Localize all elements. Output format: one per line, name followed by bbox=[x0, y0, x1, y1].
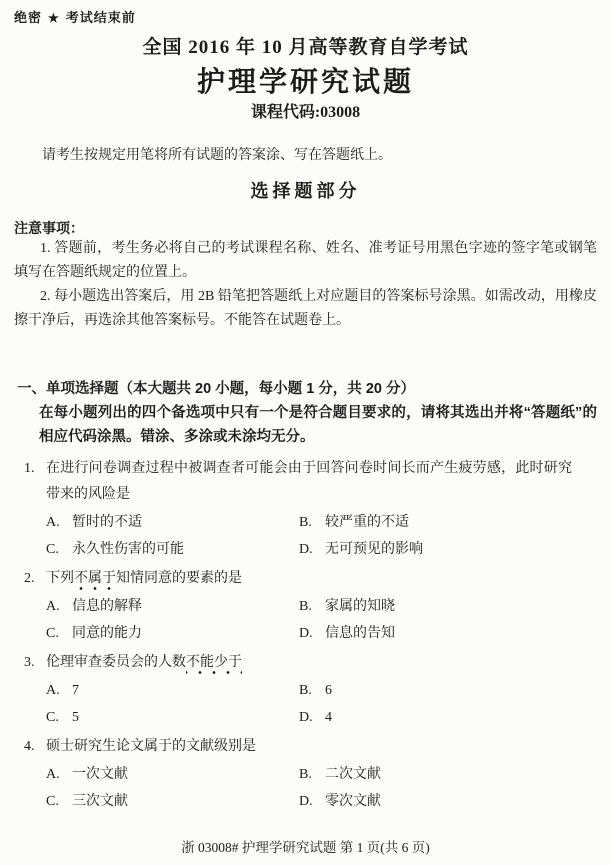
page-footer: 浙 03008# 护理学研究试题 第 1 页(共 6 页) bbox=[181, 840, 430, 855]
stem-emphasized-text: 不能少于 bbox=[186, 655, 242, 675]
option-label: C. bbox=[46, 542, 59, 557]
option-text: 较严重的不适 bbox=[325, 515, 409, 530]
option-a bbox=[46, 761, 299, 788]
option-label: A. bbox=[46, 767, 60, 782]
option-text: 永久性伤害的可能 bbox=[72, 542, 184, 557]
option-label: C. bbox=[46, 626, 59, 641]
option-label: B. bbox=[299, 599, 312, 614]
option-label: C. bbox=[46, 794, 59, 809]
secrecy-prefix: 绝密 bbox=[14, 10, 43, 25]
option-label: D. bbox=[299, 542, 313, 557]
question-number: 3. bbox=[24, 655, 35, 670]
question-number: 4. bbox=[24, 739, 35, 754]
question-stem bbox=[46, 566, 572, 592]
option-d bbox=[299, 788, 597, 815]
question-2 bbox=[14, 566, 597, 647]
notice-heading: 注意事项： bbox=[14, 220, 84, 236]
option-text: 信息的解释 bbox=[72, 599, 142, 614]
option-text: 零次文献 bbox=[325, 794, 381, 809]
option-c bbox=[46, 620, 299, 647]
question-3 bbox=[14, 650, 597, 731]
part-heading: 一、单项选择题（本大题共 20 小题，每小题 1 分，共 20 分） bbox=[17, 381, 415, 397]
question-number: 1. bbox=[24, 461, 35, 476]
option-b bbox=[299, 509, 597, 536]
notice-item-1: 1. 答题前，考生务必将自己的考试课程名称、姓名、准考证号用黑色字迹的签字笔或钢笔填写在答题纸规定的位置上。 bbox=[14, 241, 597, 280]
secrecy-banner bbox=[14, 10, 597, 26]
option-a bbox=[46, 677, 299, 704]
option-c bbox=[46, 788, 299, 815]
option-label: B. bbox=[299, 767, 312, 782]
question-1 bbox=[14, 456, 597, 563]
option-text: 二次文献 bbox=[325, 767, 381, 782]
option-label: A. bbox=[46, 599, 60, 614]
question-list bbox=[14, 456, 597, 815]
stem-text: 在进行问卷调查过程中被调查者可能会由于回答问卷时间长而产生疲劳感，此时研究带来的风险是 bbox=[46, 461, 572, 502]
option-a bbox=[46, 509, 299, 536]
stem-text: 知情同意的要素的是 bbox=[116, 571, 242, 586]
option-text: 暂时的不适 bbox=[72, 515, 142, 530]
part-one-single-choice bbox=[14, 377, 597, 449]
option-label: B. bbox=[299, 683, 312, 698]
option-grid bbox=[46, 677, 597, 731]
answer-sheet-note: 请考生按规定用笔将所有试题的答案涂、写在答题纸上。 bbox=[42, 148, 392, 163]
question-stem bbox=[46, 734, 572, 760]
question-number: 2. bbox=[24, 571, 35, 586]
option-text: 信息的告知 bbox=[325, 626, 395, 641]
option-text: 三次文献 bbox=[72, 794, 128, 809]
question-4 bbox=[14, 734, 597, 815]
stem-text: 伦理审查委员会的人数 bbox=[46, 655, 186, 670]
question-stem bbox=[46, 650, 572, 676]
stem-emphasized-text: 不属于 bbox=[74, 571, 116, 591]
section-title: 选择题部分 bbox=[250, 181, 361, 201]
option-label: A. bbox=[46, 683, 60, 698]
exam-session-title: 全国 2016 年 10 月高等教育自学考试 bbox=[142, 37, 469, 58]
option-text: 5 bbox=[72, 710, 79, 725]
option-d bbox=[299, 620, 597, 647]
notice-item-2: 2. 每小题选出答案后，用 2B 铅笔把答题纸上对应题目的答案标号涂黑。如需改动，用橡皮擦干净后，再选涂其他答案标号。不能答在试题卷上。 bbox=[14, 289, 597, 328]
option-text: 4 bbox=[325, 710, 332, 725]
stem-text: 硕士研究生论文属于的文献级别是 bbox=[46, 739, 256, 754]
option-c bbox=[46, 704, 299, 731]
option-text: 同意的能力 bbox=[72, 626, 142, 641]
question-stem bbox=[46, 456, 572, 508]
option-label: B. bbox=[299, 515, 312, 530]
course-code: 课程代码:03008 bbox=[250, 104, 361, 121]
option-label: D. bbox=[299, 626, 313, 641]
option-grid bbox=[46, 761, 597, 815]
stem-text: 下列 bbox=[46, 571, 74, 586]
option-label: A. bbox=[46, 515, 60, 530]
option-text: 家属的知晓 bbox=[325, 599, 395, 614]
option-b bbox=[299, 677, 597, 704]
option-b bbox=[299, 761, 597, 788]
option-c bbox=[46, 536, 299, 563]
secrecy-suffix: 考试结束前 bbox=[65, 10, 136, 25]
option-grid bbox=[46, 509, 597, 563]
part-instructions: 在每小题列出的四个备选项中只有一个是符合题目要求的，请将其选出并将“答题纸”的相应代码涂黑。错涂、多涂或未涂均无分。 bbox=[39, 405, 597, 445]
option-text: 一次文献 bbox=[72, 767, 128, 782]
option-b bbox=[299, 593, 597, 620]
exam-subject-title: 护理学研究试题 bbox=[196, 66, 414, 97]
option-text: 6 bbox=[325, 683, 332, 698]
option-text: 无可预见的影响 bbox=[325, 542, 423, 557]
option-label: C. bbox=[46, 710, 59, 725]
star-icon: ★ bbox=[48, 11, 60, 25]
option-label: D. bbox=[299, 794, 313, 809]
option-grid bbox=[46, 593, 597, 647]
option-d bbox=[299, 704, 597, 731]
option-d bbox=[299, 536, 597, 563]
option-text: 7 bbox=[72, 683, 79, 698]
option-a bbox=[46, 593, 299, 620]
option-label: D. bbox=[299, 710, 313, 725]
